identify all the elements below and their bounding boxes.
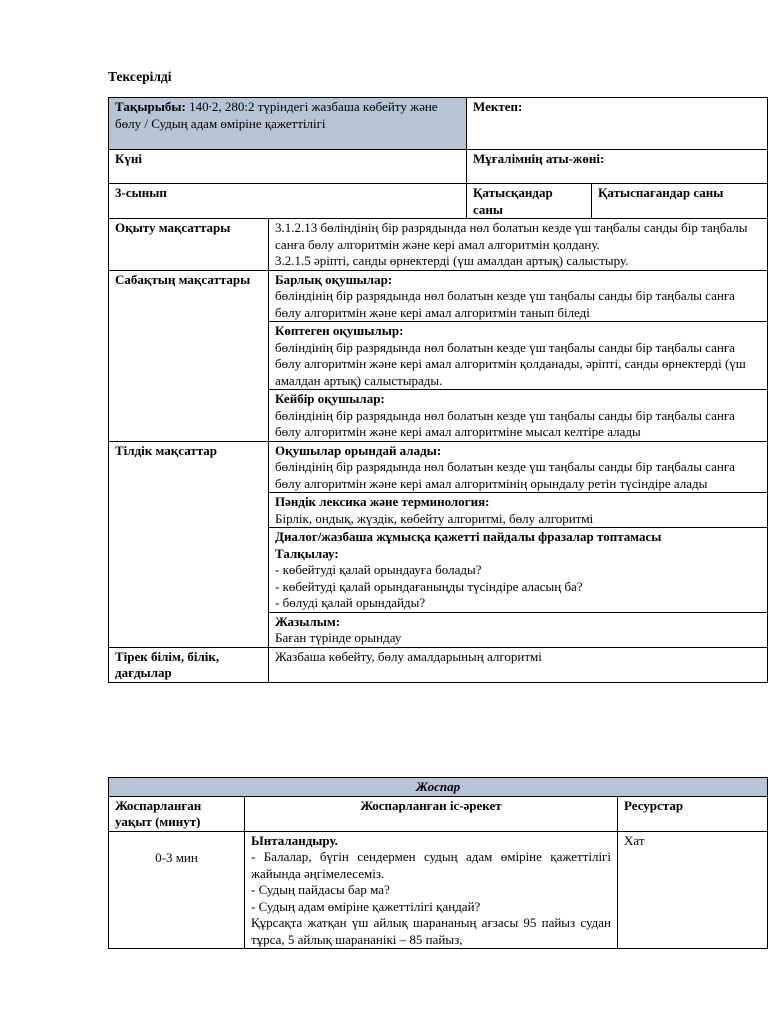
useful-phrases-cell	[269, 528, 768, 613]
activity-line-2: - Судың пайдасы бар ма?	[251, 882, 390, 897]
students-can-text: бөліндінің бір разрядында нөл болатын кезде үш таңбалы санды бір таңбалы санға бөлу алгоритмін және кері амал алгоритмінің орындалу ретін түсіндіре алады	[275, 459, 735, 491]
writing-cell	[269, 612, 768, 647]
learning-objectives-content	[269, 219, 768, 271]
learning-objective-2: 3.2.1.5 әріпті, санды өрнектерді (үш амалдан артық) салыстыру.	[275, 253, 629, 268]
topic-cell	[109, 98, 467, 150]
col-header-resources: Ресурстар	[618, 796, 768, 831]
discussion-question-3: - бөлуді қалай орындайды?	[275, 595, 426, 610]
some-students-title: Кейбір оқушылар:	[275, 391, 385, 406]
lesson-objectives-label: Сабақтың мақсаттары	[109, 270, 269, 441]
useful-phrases-title: Диалог/жазбаша жұмысқа қажетті пайдалы фразалар топтамасы	[275, 529, 662, 544]
lesson-info-table	[108, 97, 768, 683]
prior-knowledge-text: Жазбаша көбейту, бөлу амалдарының алгоритмі	[269, 647, 768, 682]
topic-label: Тақырыбы:	[115, 99, 186, 114]
all-students-cell	[269, 270, 768, 322]
absent-count-cell: Қатыспағандар саны	[592, 184, 768, 219]
learning-objectives-label: Оқыту мақсаттары	[109, 219, 269, 271]
language-objectives-label: Тілдік мақсаттар	[109, 441, 269, 647]
teacher-name-cell: Мұғалімнің аты-жөні:	[467, 150, 768, 184]
activity-line-3: - Судың адам өміріне қажеттілігі қандай?	[251, 898, 481, 914]
students-can-title: Оқушылар орындай алады:	[275, 442, 442, 458]
plan-table	[108, 777, 768, 949]
activity-title: Ынталандыру.	[251, 832, 338, 848]
prior-knowledge-label: Тірек білім, білік, дағдылар	[109, 647, 269, 682]
plan-row-time: 0-3 мин	[109, 831, 245, 949]
plan-title: Жоспар	[109, 778, 768, 797]
learning-objective-1: 3.1.2.13 бөліндінің бір разрядында нөл болатын кезде үш таңбалы санды бір таңбалы санға бөлу алгоритмін және кері амал алгоритмін қолдану.	[275, 220, 748, 252]
vocabulary-cell	[269, 493, 768, 528]
all-students-text: бөліндінің бір разрядында нөл болатын кезде үш таңбалы санды бір таңбалы санға бөлу алгоритмін және кері амал алгоритмін танып біледі	[275, 288, 735, 320]
col-header-activity: Жоспарланған іс-әрекет	[245, 796, 618, 831]
some-students-text: бөліндінің бір разрядында нөл болатын кезде үш таңбалы санды бір таңбалы санға бөлу алгоритмін және кері амал алгоритміне мысал келтіре алады	[275, 407, 735, 439]
present-count-cell: Қатысқандар саны	[467, 184, 592, 219]
date-cell: Күні	[109, 150, 467, 184]
many-students-title: Көптеген оқушылыр:	[275, 323, 404, 338]
plan-row-resource: Хат	[618, 831, 768, 949]
col-header-time: Жоспарланған уақыт (минут)	[109, 796, 245, 831]
discussion-title: Талқылау:	[275, 545, 339, 561]
some-students-cell	[269, 390, 768, 442]
school-cell: Мектеп:	[467, 98, 768, 150]
topic-value: 140∙2, 280:2 түріндегі жазбаша көбейту және бөлу / Судың адам өміріне қажеттілігі	[115, 99, 438, 131]
discussion-question-1: - көбейтуді қалай орындауға болады?	[275, 562, 482, 577]
many-students-cell	[269, 322, 768, 390]
writing-text: Баған түрінде орындау	[275, 630, 402, 645]
grade-cell: 3-сынып	[109, 184, 467, 219]
vocabulary-title: Пәндік лексика және терминология:	[275, 494, 490, 509]
many-students-text: бөліндінің бір разрядында нөл болатын кезде үш таңбалы санды бір таңбалы санға бөлу алгоритмін және кері амал алгоритмін қолданады, әріпті, санды өрнектерді (үш амалдан артық) салыстырады.	[275, 339, 746, 388]
all-students-title: Барлық оқушылар:	[275, 271, 393, 287]
activity-line-4: Құрсақта жатқан үш айлық шарананың ағзасы 95 пайыз судан тұрса, 5 айлық шарананікі – 85 пайыз,	[251, 915, 611, 947]
plan-row-activity	[245, 831, 618, 949]
vocabulary-text: Бірлік, ондық, жүздік, көбейту алгоритмі, бөлу алгоритмі	[275, 510, 594, 526]
activity-line-1: - Балалар, бүгін сендермен судың адам өміріне қажеттілігі жайында әңгімелесеміз.	[251, 849, 611, 881]
students-can-cell	[269, 441, 768, 493]
page-header: Тексерілді	[108, 69, 172, 84]
discussion-question-2: - көбейтуді қалай орындағаныңды түсіндіре аласың ба?	[275, 578, 583, 594]
writing-title: Жазылым:	[275, 613, 341, 629]
